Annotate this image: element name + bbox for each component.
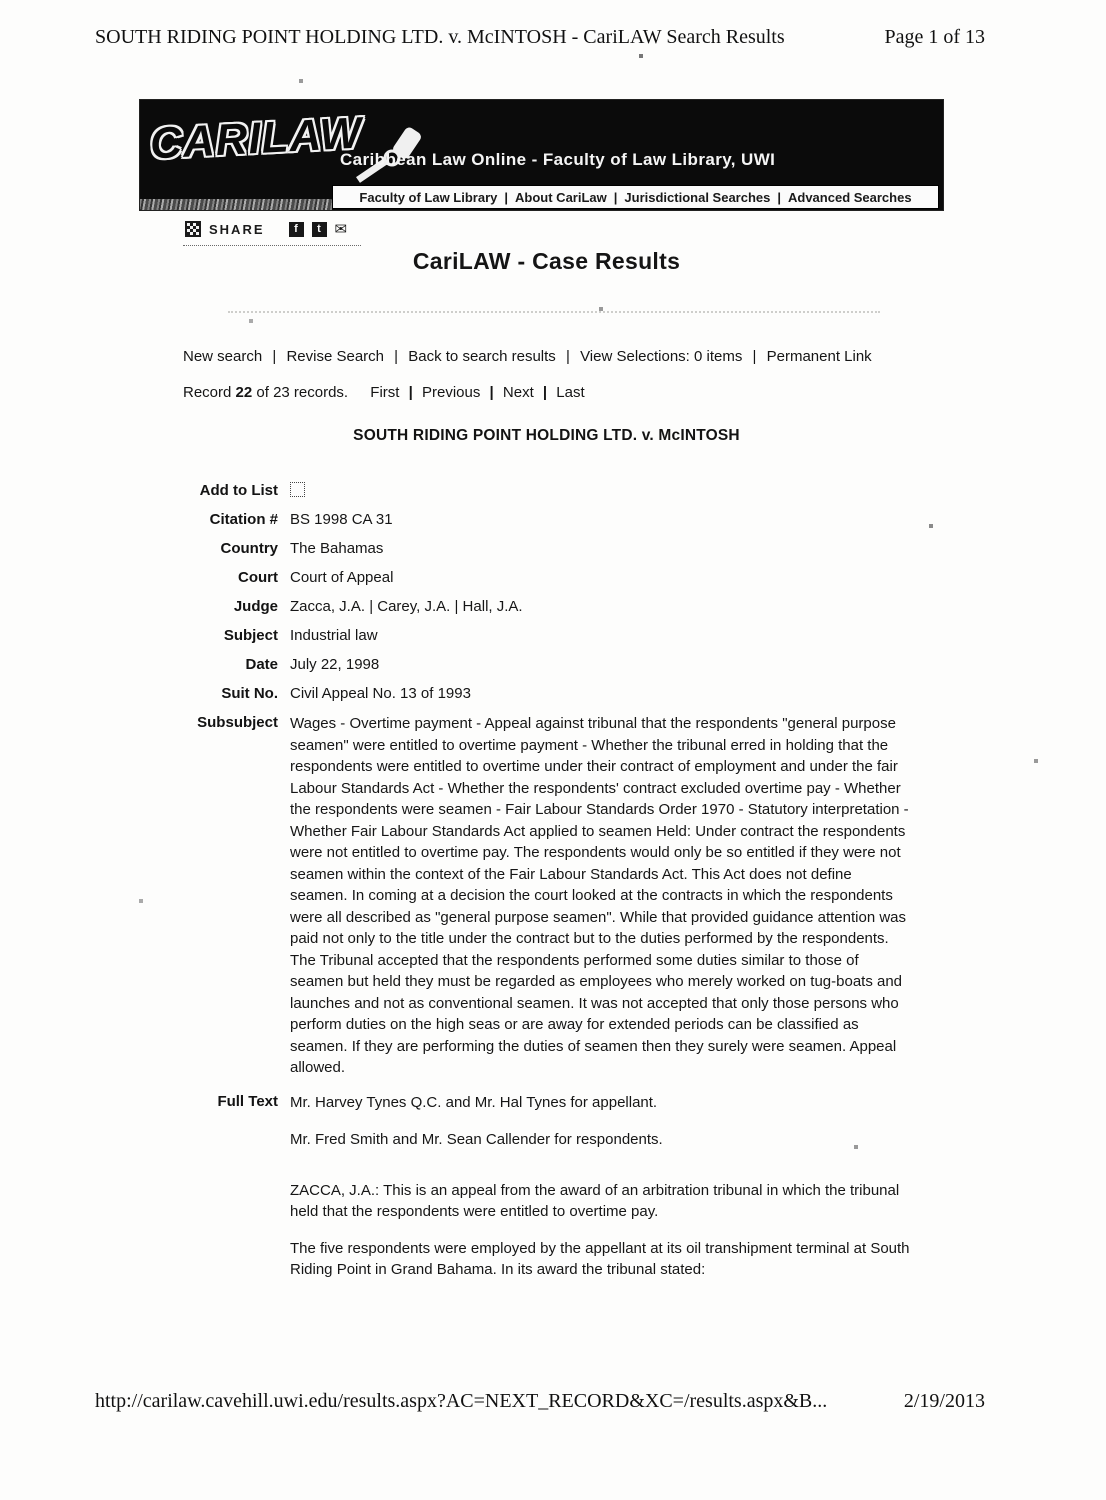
full-text-paragraph: Mr. Harvey Tynes Q.C. and Mr. Hal Tynes for appellant.	[290, 1093, 658, 1111]
subject-value: Industrial law	[290, 627, 378, 644]
date-value: July 22, 1998	[290, 656, 380, 673]
record-nav	[183, 384, 585, 401]
print-header	[95, 26, 985, 49]
nav-advanced-searches[interactable]: Advanced Searches	[788, 189, 912, 205]
field-row-subsubject	[140, 713, 912, 1079]
share-bookmark-icon[interactable]	[185, 221, 201, 237]
previous-record-link[interactable]: Previous	[422, 384, 481, 401]
full-text-paragraph: The five respondents were employed by the appellant at its oil transhipment terminal at South Riding Point in Grand Bahama. In its award the tribunal stated:	[290, 1239, 910, 1278]
citation-label: Citation #	[209, 511, 278, 528]
country-value: The Bahamas	[290, 540, 384, 557]
toolbar-separator: |	[752, 348, 757, 365]
twitter-icon[interactable]: t	[312, 222, 327, 237]
add-to-list-checkbox[interactable]	[290, 482, 305, 497]
print-header-title: SOUTH RIDING POINT HOLDING LTD. v. McINTOSH - CariLAW Search Results	[95, 26, 785, 48]
nav-separator: |	[613, 189, 618, 205]
pager-separator: |	[489, 384, 494, 401]
record-pager	[370, 384, 584, 401]
banner-nav	[332, 185, 939, 209]
nav-about-carilaw[interactable]: About CariLaw	[515, 189, 607, 205]
last-record-link[interactable]: Last	[556, 384, 585, 401]
toolbar-separator: |	[565, 348, 570, 365]
full-text-label: Full Text	[217, 1092, 278, 1110]
carilaw-logo-text: CARILAW	[148, 108, 364, 169]
subsubject-label: Subsubject	[197, 714, 278, 731]
scan-specks	[0, 0, 2, 2]
field-row-judge	[140, 597, 912, 617]
citation-value: BS 1998 CA 31	[290, 511, 393, 528]
share-bar	[183, 220, 361, 246]
case-title: SOUTH RIDING POINT HOLDING LTD. v. McINTOSH	[353, 427, 740, 444]
record-nav-prefix: Record	[183, 384, 232, 401]
record-number: 22	[235, 384, 253, 401]
full-text-paragraph: ZACCA, J.A.: This is an appeal from the award of an arbitration tribunal in which the tribunal held that the respondents were entitled to overtime pay.	[290, 1181, 900, 1220]
results-toolbar	[183, 348, 872, 365]
revise-search-link[interactable]: Revise Search	[286, 348, 384, 365]
page-title: CariLAW - Case Results	[412, 248, 681, 274]
pager-separator: |	[408, 384, 413, 401]
print-footer-date: 2/19/2013	[903, 1390, 985, 1412]
nav-separator: |	[504, 189, 509, 205]
print-header-page-number: Page 1 of 13	[884, 26, 985, 48]
share-label: SHARE	[209, 221, 265, 237]
permanent-link[interactable]: Permanent Link	[766, 348, 872, 365]
field-row-court	[140, 568, 912, 588]
field-row-country	[140, 539, 912, 559]
field-row-suit-no	[140, 684, 912, 704]
scan-noise-line	[228, 311, 880, 313]
new-search-link[interactable]: New search	[183, 348, 263, 365]
nav-separator: |	[777, 189, 781, 205]
nav-jurisdictional-searches[interactable]: Jurisdictional Searches	[624, 189, 771, 205]
full-text-value	[290, 1092, 912, 1296]
date-label: Date	[245, 656, 278, 673]
court-label: Court	[238, 569, 278, 586]
carilaw-banner	[140, 100, 943, 210]
banner-texture-strip	[140, 199, 332, 210]
field-row-add-to-list	[140, 481, 912, 501]
view-selections-link[interactable]: View Selections: 0 items	[580, 348, 743, 365]
toolbar-separator: |	[394, 348, 399, 365]
back-to-search-results-link[interactable]: Back to search results	[408, 348, 556, 365]
print-footer	[95, 1390, 985, 1413]
court-value: Court of Appeal	[290, 569, 394, 586]
facebook-icon[interactable]: f	[289, 222, 304, 237]
pager-separator: |	[542, 384, 548, 401]
suit-no-value: Civil Appeal No. 13 of 1993	[290, 685, 471, 702]
first-record-link[interactable]: First	[370, 384, 400, 401]
banner-tagline: Caribbean Law Online - Faculty of Law Library, UWI	[340, 150, 776, 169]
field-row-date	[140, 655, 912, 675]
add-to-list-value	[290, 481, 912, 501]
judge-label: Judge	[233, 598, 278, 615]
full-text-paragraph: Mr. Fred Smith and Mr. Sean Callender for respondents.	[290, 1130, 663, 1148]
add-to-list-label: Add to List	[199, 482, 278, 499]
case-fields	[140, 481, 912, 1305]
toolbar-separator: |	[272, 348, 277, 365]
judge-value: Zacca, J.A. | Carey, J.A. | Hall, J.A.	[290, 598, 523, 615]
field-row-subject	[140, 626, 912, 646]
next-record-link[interactable]: Next	[502, 384, 534, 401]
suit-no-label: Suit No.	[221, 685, 278, 702]
field-row-full-text	[140, 1092, 912, 1296]
subsubject-value: Wages - Overtime payment - Appeal against tribunal that the respondents "general purpose seamen" were entitled to overtime payment - Whether the tribunal erred in holding that the respondents were entitled to overtime under their contract of employment and under the fair Labour Standards Act - Whether the respondents' contract excluded overtime pay - Whether the respondents were seamen - Fair Labour Standards Order 1970 - Statutory interpretation - Whether Fair Labour Standards Act applied to seamen Held: Under contract the respondents were not entitled to overtime pay. The respondents would only be so entitled if they were not seamen within the context of the Fair Labour Standards Act. This Act does not define seamen. In coming at a decision the court looked at the contracts in which the respondents were all described as "general purpose seamen". While that provided guidance attention was paid not only to the title under the contract but to the duties performed by the respondents. The Tribunal accepted that the respondents performed some duties similar to those of seamen but held they must be regarded as employees who merely worked on tug-boats and launches and not as conventional seamen. It was not accepted that only those persons who perform duties on the high seas or are away for extended periods can be classified as seamen. If they are performing the duties of seamen then they surely were seamen. Appeal allowed.	[290, 715, 909, 1076]
subject-label: Subject	[223, 627, 278, 644]
nav-faculty-of-law-library[interactable]: Faculty of Law Library	[359, 189, 498, 205]
record-nav-suffix: of 23 records.	[256, 384, 349, 401]
email-icon[interactable]: ✉	[334, 221, 348, 238]
field-row-citation	[140, 510, 912, 530]
country-label: Country	[220, 540, 278, 557]
print-footer-url: http://carilaw.cavehill.uwi.edu/results.aspx?AC=NEXT_RECORD&XC=/results.aspx&B...	[95, 1390, 828, 1412]
